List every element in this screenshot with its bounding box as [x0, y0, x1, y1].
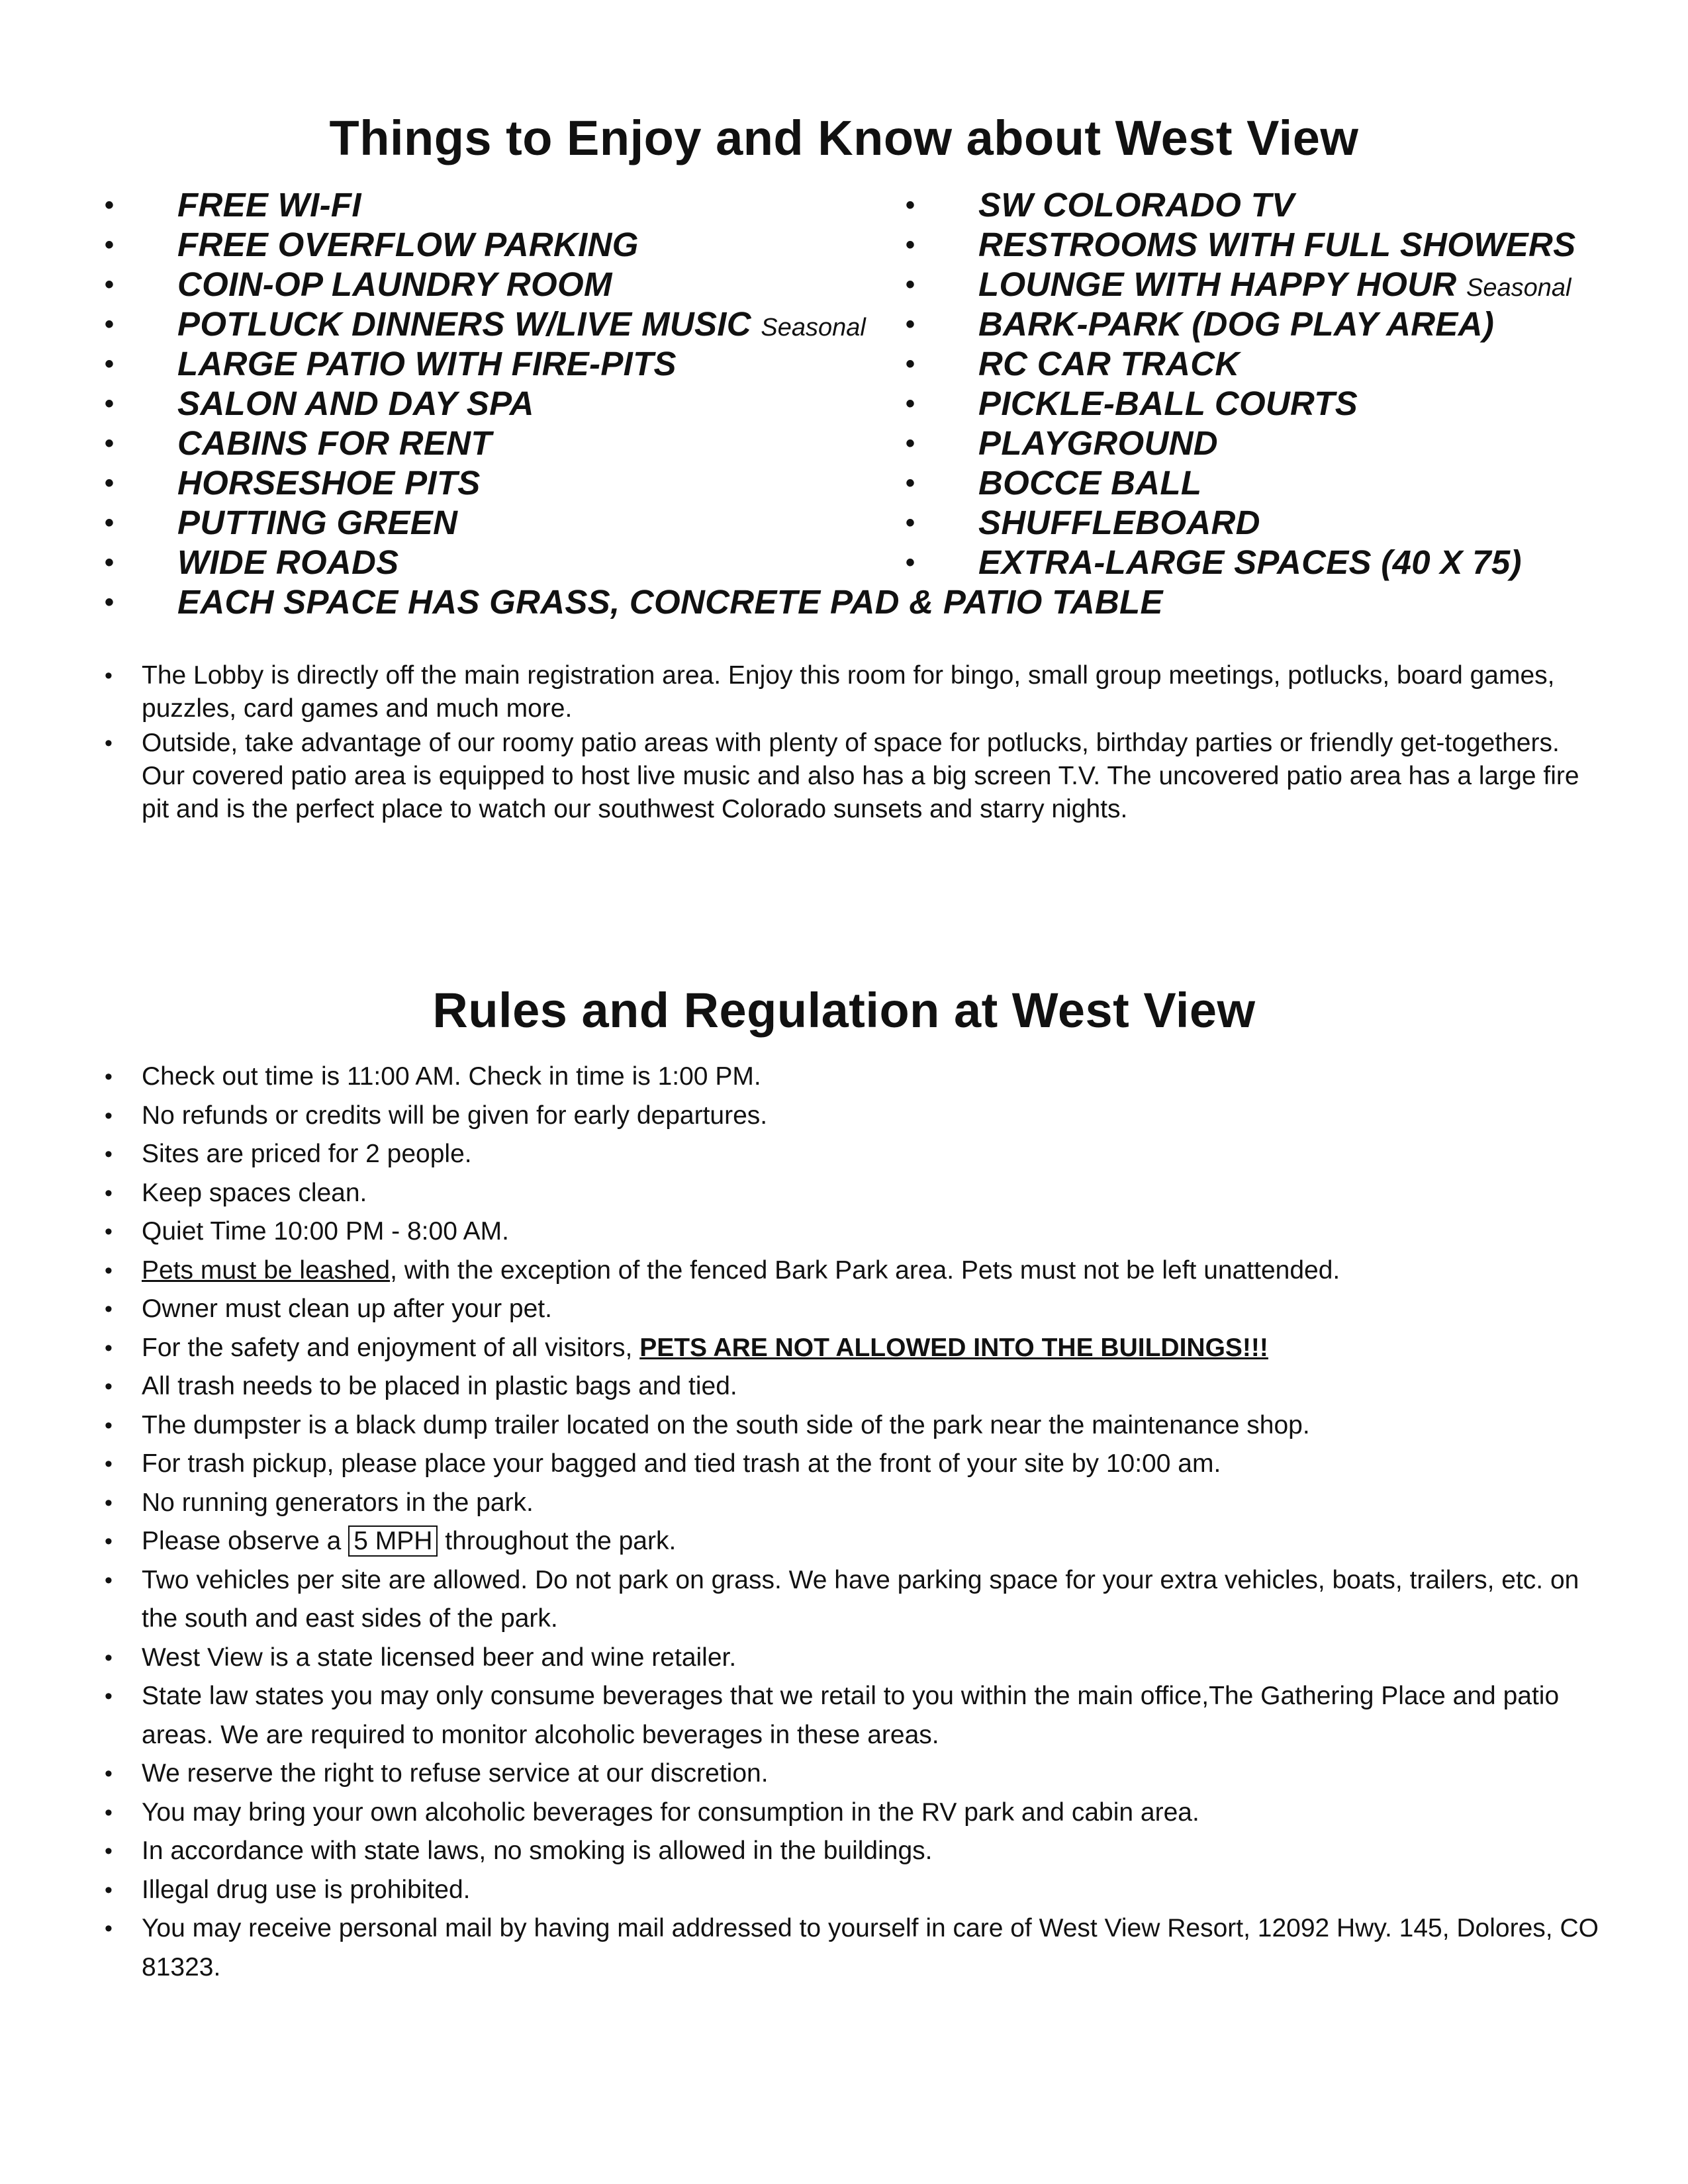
- seasonal-note: Seasonal: [761, 314, 866, 341]
- rule-item: • All trash needs to be placed in plastic bags and tied.: [105, 1367, 1607, 1406]
- bullet-icon: •: [105, 270, 115, 299]
- rule-item: • Sites are priced for 2 people.: [105, 1135, 1607, 1174]
- speed-limit-box: 5 MPH: [348, 1525, 438, 1557]
- amenity-item: • SW COLORADO TV: [906, 186, 1295, 224]
- bullet-icon: •: [105, 310, 115, 339]
- bullet-icon: •: [105, 1064, 113, 1089]
- rule-item: • You may receive personal mail by having mail addressed to yourself in care of West View Resort, 12092 Hwy. 145, Dolores, CO 81323.: [105, 1909, 1607, 1987]
- amenity-item: • BARK-PARK (DOG PLAY AREA): [906, 305, 1495, 343]
- rule-item: • The dumpster is a black dump trailer located on the south side of the park near the maintenance shop.: [105, 1406, 1607, 1445]
- rule-item: • No running generators in the park.: [105, 1484, 1607, 1523]
- rule-item: • Two vehicles per site are allowed. Do not park on grass. We have parking space for your extra vehicles, boats, trailers, etc. on the south and east sides of the park.: [105, 1561, 1607, 1639]
- bullet-icon: •: [105, 1180, 113, 1206]
- rule-item: • In accordance with state laws, no smoking is allowed in the buildings.: [105, 1832, 1607, 1871]
- rule-item: • We reserve the right to refuse service at our discretion.: [105, 1754, 1607, 1794]
- bullet-icon: •: [906, 429, 915, 458]
- seasonal-note: Seasonal: [1466, 274, 1571, 302]
- rule-item: • Quiet Time 10:00 PM - 8:00 AM.: [105, 1212, 1607, 1251]
- bullet-icon: •: [906, 310, 915, 339]
- rule-item: • Check out time is 11:00 AM. Check in time is 1:00 PM.: [105, 1058, 1607, 1097]
- bullet-icon: •: [906, 270, 915, 299]
- amenity-item: • BOCCE BALL: [906, 464, 1202, 502]
- bullet-icon: •: [105, 1297, 113, 1322]
- rule-item: • For trash pickup, please place your bagged and tied trash at the front of your site by 10:00 am.: [105, 1445, 1607, 1484]
- amenity-item: • POTLUCK DINNERS W/LIVE MUSIC Seasonal: [105, 305, 866, 343]
- bullet-icon: •: [105, 1335, 113, 1361]
- bullet-icon: •: [105, 1761, 113, 1786]
- amenity-item: • FREE WI-FI: [105, 186, 361, 224]
- amenity-item: • SALON AND DAY SPA: [105, 385, 534, 422]
- rule-item: • West View is a state licensed beer and wine retailer.: [105, 1639, 1607, 1678]
- amenity-item: • CABINS FOR RENT: [105, 424, 492, 462]
- bullet-icon: •: [105, 588, 115, 617]
- rule-item-pets-leashed: • Pets must be leashed, with the exception of the fenced Bark Park area. Pets must not be left unattended.: [105, 1251, 1607, 1291]
- description-item: • The Lobby is directly off the main registration area. Enjoy this room for bingo, small group meetings, potlucks, board games, puzzles, card games and much more.: [105, 659, 1607, 725]
- emphasis-text: PETS ARE NOT ALLOWED INTO THE BUILDINGS!!!: [639, 1333, 1268, 1362]
- bullet-icon: •: [105, 1451, 113, 1477]
- rules-section-title: Rules and Regulation at West View: [432, 983, 1256, 1038]
- bullet-icon: •: [105, 1257, 113, 1283]
- bullet-icon: •: [105, 1916, 113, 1941]
- bullet-icon: •: [906, 508, 915, 537]
- bullet-icon: •: [105, 429, 115, 458]
- bullet-icon: •: [105, 1374, 113, 1399]
- bullet-icon: •: [906, 191, 915, 220]
- rule-item: • No refunds or credits will be given for early departures.: [105, 1097, 1607, 1136]
- underlined-text: Pets must be leashed: [142, 1255, 391, 1285]
- bullet-icon: •: [105, 1567, 113, 1593]
- amenity-item: • PUTTING GREEN: [105, 504, 458, 541]
- rule-item: • Owner must clean up after your pet.: [105, 1290, 1607, 1329]
- bullet-icon: •: [906, 389, 915, 418]
- amenity-item: • RESTROOMS WITH FULL SHOWERS: [906, 226, 1576, 263]
- amenity-item: • PLAYGROUND: [906, 424, 1218, 462]
- amenity-item: • FREE OVERFLOW PARKING: [105, 226, 639, 263]
- bullet-icon: •: [906, 469, 915, 498]
- amenity-item: • LARGE PATIO WITH FIRE-PITS: [105, 345, 677, 383]
- bullet-icon: •: [105, 1490, 113, 1516]
- rules-list: [105, 1058, 1607, 1987]
- rule-item: • State law states you may only consume beverages that we retail to you within the main office,The Gathering Place and patio areas. We are required to monitor alcoholic beverages in these areas.: [105, 1677, 1607, 1754]
- bullet-icon: •: [105, 1684, 113, 1709]
- amenity-item: • RC CAR TRACK: [906, 345, 1240, 383]
- bullet-icon: •: [105, 389, 115, 418]
- bullet-icon: •: [105, 1142, 113, 1167]
- bullet-icon: •: [105, 1839, 113, 1864]
- amenity-item: • WIDE ROADS: [105, 543, 399, 581]
- bullet-icon: •: [105, 1645, 113, 1670]
- bullet-icon: •: [105, 1799, 113, 1825]
- bullet-icon: •: [105, 191, 115, 220]
- amenity-item: • PICKLE-BALL COURTS: [906, 385, 1358, 422]
- bullet-icon: •: [906, 548, 915, 577]
- amenity-item: • EXTRA-LARGE SPACES (40 X 75): [906, 543, 1522, 581]
- description-list: [105, 659, 1607, 827]
- amenity-item: • HORSESHOE PITS: [105, 464, 481, 502]
- enjoy-section-title: Things to Enjoy and Know about West View: [329, 111, 1359, 165]
- bullet-icon: •: [105, 1877, 113, 1903]
- amenity-item: • LOUNGE WITH HAPPY HOUR Seasonal: [906, 265, 1571, 303]
- amenity-item-full-width: • EACH SPACE HAS GRASS, CONCRETE PAD & PATIO TABLE: [105, 583, 1163, 621]
- description-item: • Outside, take advantage of our roomy patio areas with plenty of space for potlucks, birthday parties or friendly get-togethers. Our covered patio area is equipped to host live music and also has a big screen T.V. The uncovered patio area has a large fire pit and is the perfect place to watch our southwest Colorado sunsets and starry nights.: [105, 727, 1607, 826]
- amenity-item: • SHUFFLEBOARD: [906, 504, 1260, 541]
- bullet-icon: •: [906, 230, 915, 259]
- amenity-item: • COIN-OP LAUNDRY ROOM: [105, 265, 612, 303]
- rule-item-pets-buildings: • For the safety and enjoyment of all visitors, PETS ARE NOT ALLOWED INTO THE BUILDINGS!!!: [105, 1329, 1607, 1368]
- bullet-icon: •: [105, 1412, 113, 1438]
- bullet-icon: •: [105, 731, 113, 756]
- bullet-icon: •: [105, 230, 115, 259]
- bullet-icon: •: [105, 1103, 113, 1128]
- rule-item: • You may bring your own alcoholic beverages for consumption in the RV park and cabin area.: [105, 1794, 1607, 1833]
- bullet-icon: •: [105, 349, 115, 379]
- bullet-icon: •: [105, 1529, 113, 1554]
- bullet-icon: •: [105, 1219, 113, 1244]
- bullet-icon: •: [105, 548, 115, 577]
- bullet-icon: •: [105, 508, 115, 537]
- rule-item: • Keep spaces clean.: [105, 1174, 1607, 1213]
- rule-item-speed-limit: • Please observe a 5 MPH throughout the park.: [105, 1522, 1607, 1561]
- bullet-icon: •: [906, 349, 915, 379]
- rule-item: • Illegal drug use is prohibited.: [105, 1871, 1607, 1910]
- bullet-icon: •: [105, 663, 113, 688]
- bullet-icon: •: [105, 469, 115, 498]
